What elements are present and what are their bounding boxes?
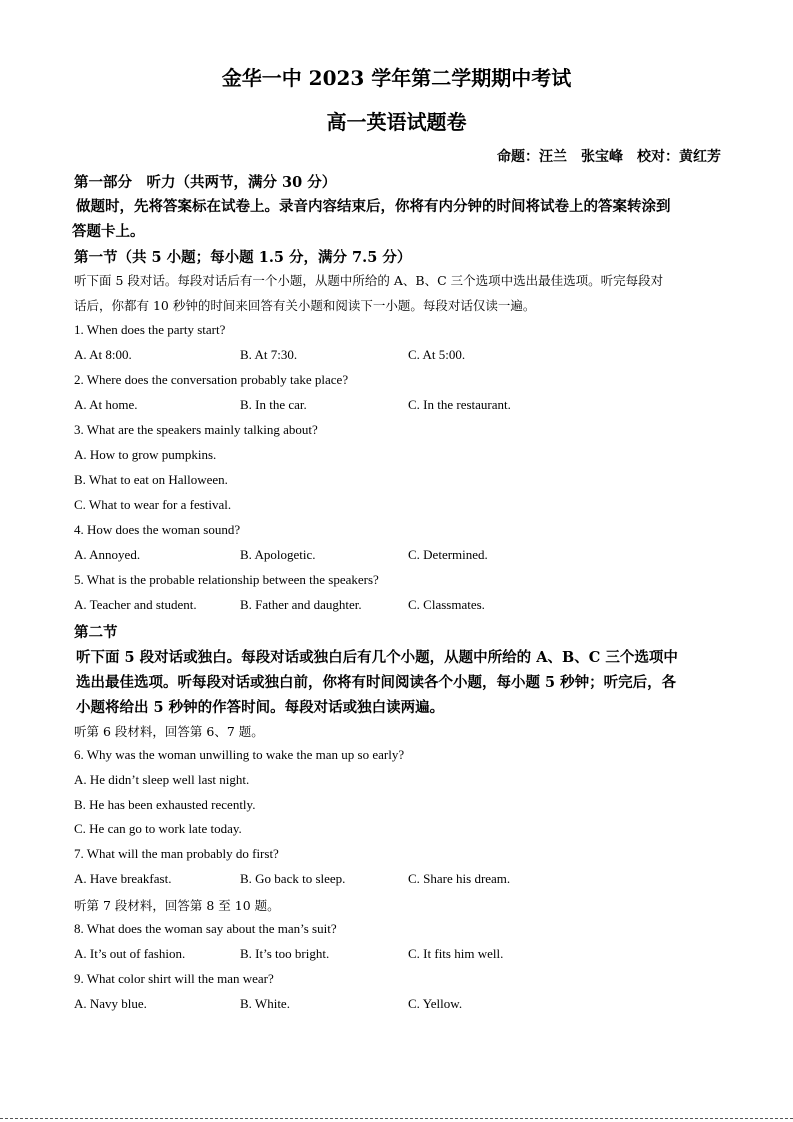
- q1-option-c: C. At 5:00.: [408, 347, 466, 362]
- material-6-note: 听第 6 段材料，回答第 6、7 题。: [74, 724, 264, 739]
- q5-option-c: C. Classmates.: [408, 597, 485, 612]
- q4-option-a: A. Annoyed.: [74, 547, 141, 562]
- q9-option-b: B. White.: [240, 996, 290, 1011]
- q9-option-a: A. Navy blue.: [74, 996, 147, 1011]
- question-2: 2. Where does the conversation probably take place?: [74, 372, 349, 387]
- q5-option-b: B. Father and daughter.: [240, 597, 362, 612]
- q2-option-a: A. At home.: [74, 397, 138, 412]
- question-6: 6. Why was the woman unwilling to wake the man up so early?: [74, 747, 405, 762]
- section1-heading: 第一节（共 5 小题；每小题 1.5 分，满分 7.5 分）: [74, 249, 412, 266]
- question-8: 8. What does the woman say about the man’s suit?: [74, 921, 337, 936]
- section2-desc-line3: 小题将给出 5 秒钟的作答时间。每段对话或独白读两遍。: [76, 699, 445, 716]
- footer-divider: [0, 1118, 793, 1119]
- section2-heading: 第二节: [74, 624, 118, 641]
- question-3: 3. What are the speakers mainly talking about?: [74, 422, 318, 437]
- q3-option-c: C. What to wear for a festival.: [74, 497, 232, 512]
- q3-option-a: A. How to grow pumpkins.: [74, 447, 217, 462]
- q8-option-a: A. It’s out of fashion.: [74, 946, 186, 961]
- section2-desc-line1: 听下面 5 段对话或独白。每段对话或独白后有几个小题，从题中所给的 A、B、C 三个选项中: [76, 649, 678, 666]
- q6-option-a: A. He didn’t sleep well last night.: [74, 772, 250, 787]
- q4-option-b: B. Apologetic.: [240, 547, 316, 562]
- exam-subtitle: 高一英语试题卷: [326, 110, 467, 134]
- q7-option-c: C. Share his dream.: [408, 871, 511, 886]
- question-1: 1. When does the party start?: [74, 322, 226, 337]
- q7-option-a: A. Have breakfast.: [74, 871, 172, 886]
- q4-option-c: C. Determined.: [408, 547, 488, 562]
- section1-desc-line2: 话后，你都有 10 秒钟的时间来回答有关小题和阅读下一小题。每段对话仅读一遍。: [74, 298, 536, 313]
- q9-option-c: C. Yellow.: [408, 996, 463, 1011]
- part1-instruction-line2: 答题卡上。: [72, 223, 145, 240]
- q2-option-b: B. In the car.: [240, 397, 307, 412]
- q3-option-b: B. What to eat on Halloween.: [74, 472, 228, 487]
- section2-desc-line2: 选出最佳选项。听每段对话或独白前，你将有时间阅读各个小题，每小题 5 秒钟；听完后，各: [76, 674, 677, 691]
- part1-heading: 第一部分 听力（共两节，满分 30 分）: [74, 174, 337, 191]
- exam-title: 金华一中 2023 学年第二学期期中考试: [221, 66, 572, 90]
- question-7: 7. What will the man probably do first?: [74, 846, 279, 861]
- q5-option-a: A. Teacher and student.: [74, 597, 197, 612]
- q6-option-c: C. He can go to work late today.: [74, 821, 242, 836]
- q6-option-b: B. He has been exhausted recently.: [74, 797, 256, 812]
- part1-instruction-line1: 做题时，先将答案标在试卷上。录音内容结束后，你将有内分钟的时间将试卷上的答案转涂到: [76, 198, 671, 215]
- authors-line: 命题：汪兰 张宝峰 校对：黄红芳: [497, 149, 721, 165]
- q2-option-c: C. In the restaurant.: [408, 397, 511, 412]
- q1-option-b: B. At 7:30.: [240, 347, 298, 362]
- q1-option-a: A. At 8:00.: [74, 347, 132, 362]
- q7-option-b: B. Go back to sleep.: [240, 871, 346, 886]
- question-4: 4. How does the woman sound?: [74, 522, 241, 537]
- q8-option-c: C. It fits him well.: [408, 946, 504, 961]
- question-5: 5. What is the probable relationship between the speakers?: [74, 572, 379, 587]
- q8-option-b: B. It’s too bright.: [240, 946, 330, 961]
- question-9: 9. What color shirt will the man wear?: [74, 971, 274, 986]
- material-7-note: 听第 7 段材料，回答第 8 至 10 题。: [74, 898, 280, 913]
- section1-desc-line1: 听下面 5 段对话。每段对话后有一个小题，从题中所给的 A、B、C 三个选项中选出最佳选项。听完每段对: [74, 273, 664, 288]
